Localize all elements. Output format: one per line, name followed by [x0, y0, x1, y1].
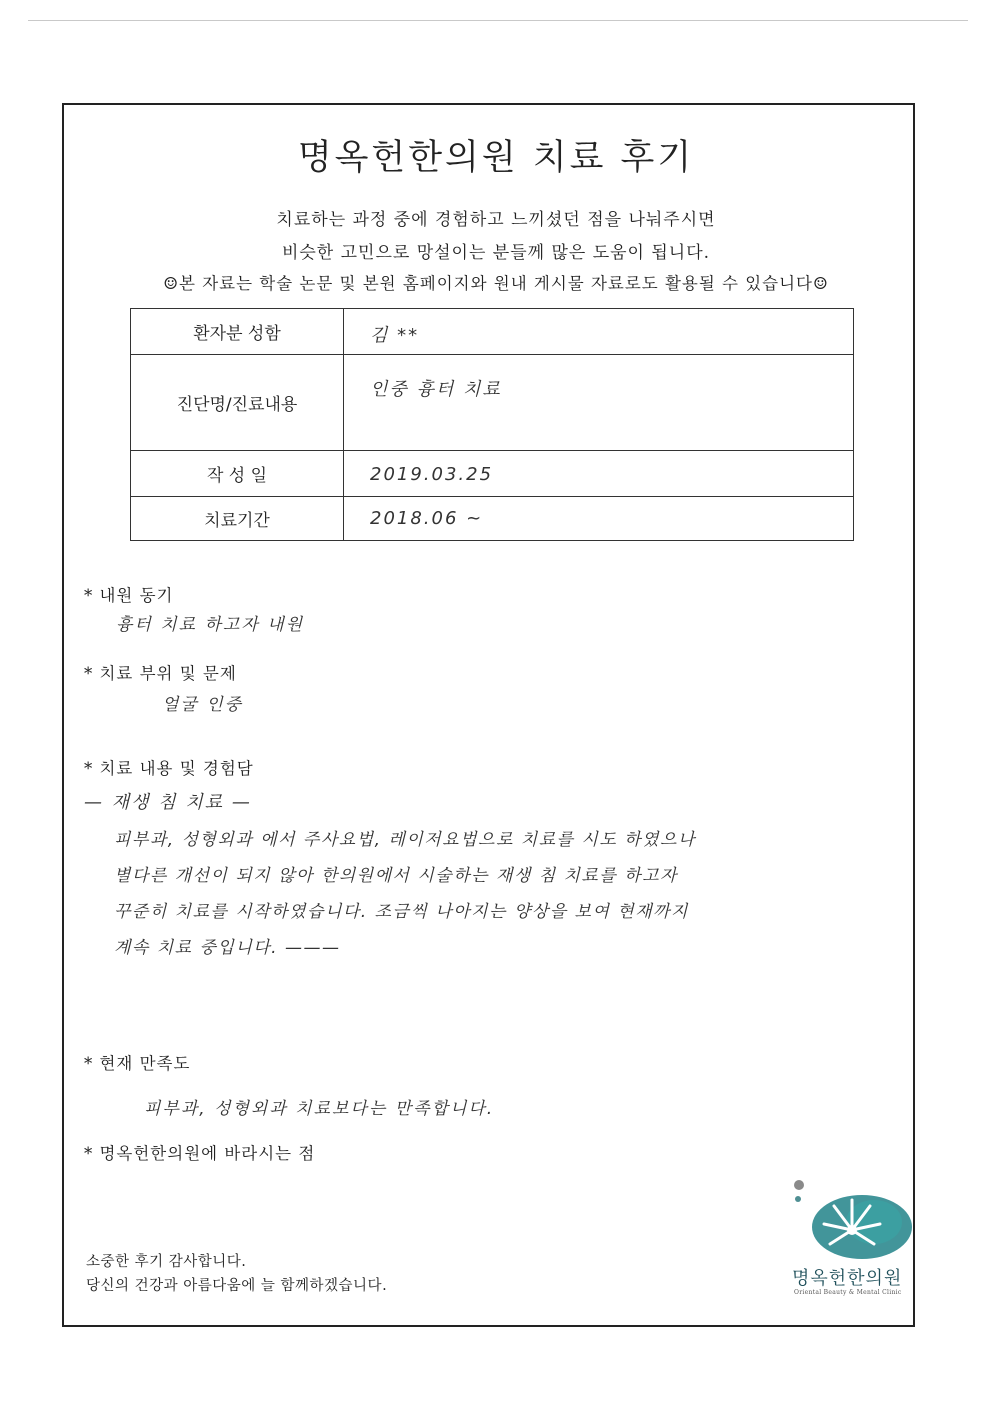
experience-heading: * 치료 내용 및 경험담 [84, 759, 254, 778]
satisfaction-heading: * 현재 만족도 [84, 1054, 191, 1073]
treatment-period-value: 2018.06 ~ [370, 508, 484, 529]
intro-line-3: ☺본 자료는 학술 논문 및 본원 홈페이지와 원내 게시물 자료로도 활용될 수 있습니다☺ [163, 274, 829, 293]
page-top-rule [28, 20, 968, 21]
diagnosis-label: 진단명/진료내용 [131, 355, 344, 451]
intro-line-2: 비슷한 고민으로 망설이는 분들께 많은 도움이 됩니다. [281, 243, 711, 263]
patient-info-table [130, 308, 854, 541]
satisfaction-answer: 피부과, 성형외과 치료보다는 만족합니다. [144, 1099, 495, 1119]
treatment-period-label: 치료기간 [131, 497, 344, 541]
patient-name-label: 환자분 성함 [131, 309, 344, 355]
table-row [131, 451, 854, 497]
experience-line-1: 피부과, 성형외과 에서 주사요법, 레이저요법으로 치료를 시도 하였으나 [114, 830, 696, 850]
experience-line-3: 꾸준히 치료를 시작하였습니다. 조금씩 나아지는 양상을 보여 현재까지 [114, 902, 689, 922]
clinic-logo-name: 명옥헌한의원 [792, 1268, 903, 1289]
page-title: 명옥헌한의원 치료 후기 [297, 138, 695, 178]
diagnosis-value: 인중 흉터 치료 [370, 379, 502, 400]
experience-body [114, 822, 814, 966]
thanks-line-1: 소중한 후기 감사합니다. [86, 1254, 247, 1270]
experience-subtitle: — 재생 침 치료 — [84, 792, 252, 813]
visit-reason-heading: * 내원 동기 [84, 586, 174, 605]
clinic-logo-subtitle: Oriental Beauty & Mental Clinic [794, 1289, 902, 1296]
visit-reason-answer: 흉터 치료 하고자 내원 [116, 615, 305, 635]
experience-line-2: 별다른 개선이 되지 않아 한의원에서 시술하는 재생 침 치료를 하고자 [114, 866, 678, 886]
intro-line-1: 치료하는 과정 중에 경험하고 느끼셨던 점을 나눠주시면 [276, 210, 716, 230]
experience-line-4: 계속 치료 중입니다. ——— [114, 938, 341, 958]
table-row [131, 497, 854, 541]
table-row [131, 309, 854, 355]
patient-name-value: 김 ** [370, 325, 420, 346]
area-heading: * 치료 부위 및 문제 [84, 664, 237, 683]
thanks-line-2: 당신의 건강과 아름다움에 늘 함께하겠습니다. [86, 1278, 388, 1294]
table-row [131, 355, 854, 451]
wishes-heading: * 명옥헌한의원에 바라시는 점 [84, 1144, 316, 1163]
area-answer: 얼굴 인중 [162, 695, 244, 715]
written-date-value: 2019.03.25 [370, 464, 494, 485]
written-date-label: 작 성 일 [131, 451, 344, 497]
